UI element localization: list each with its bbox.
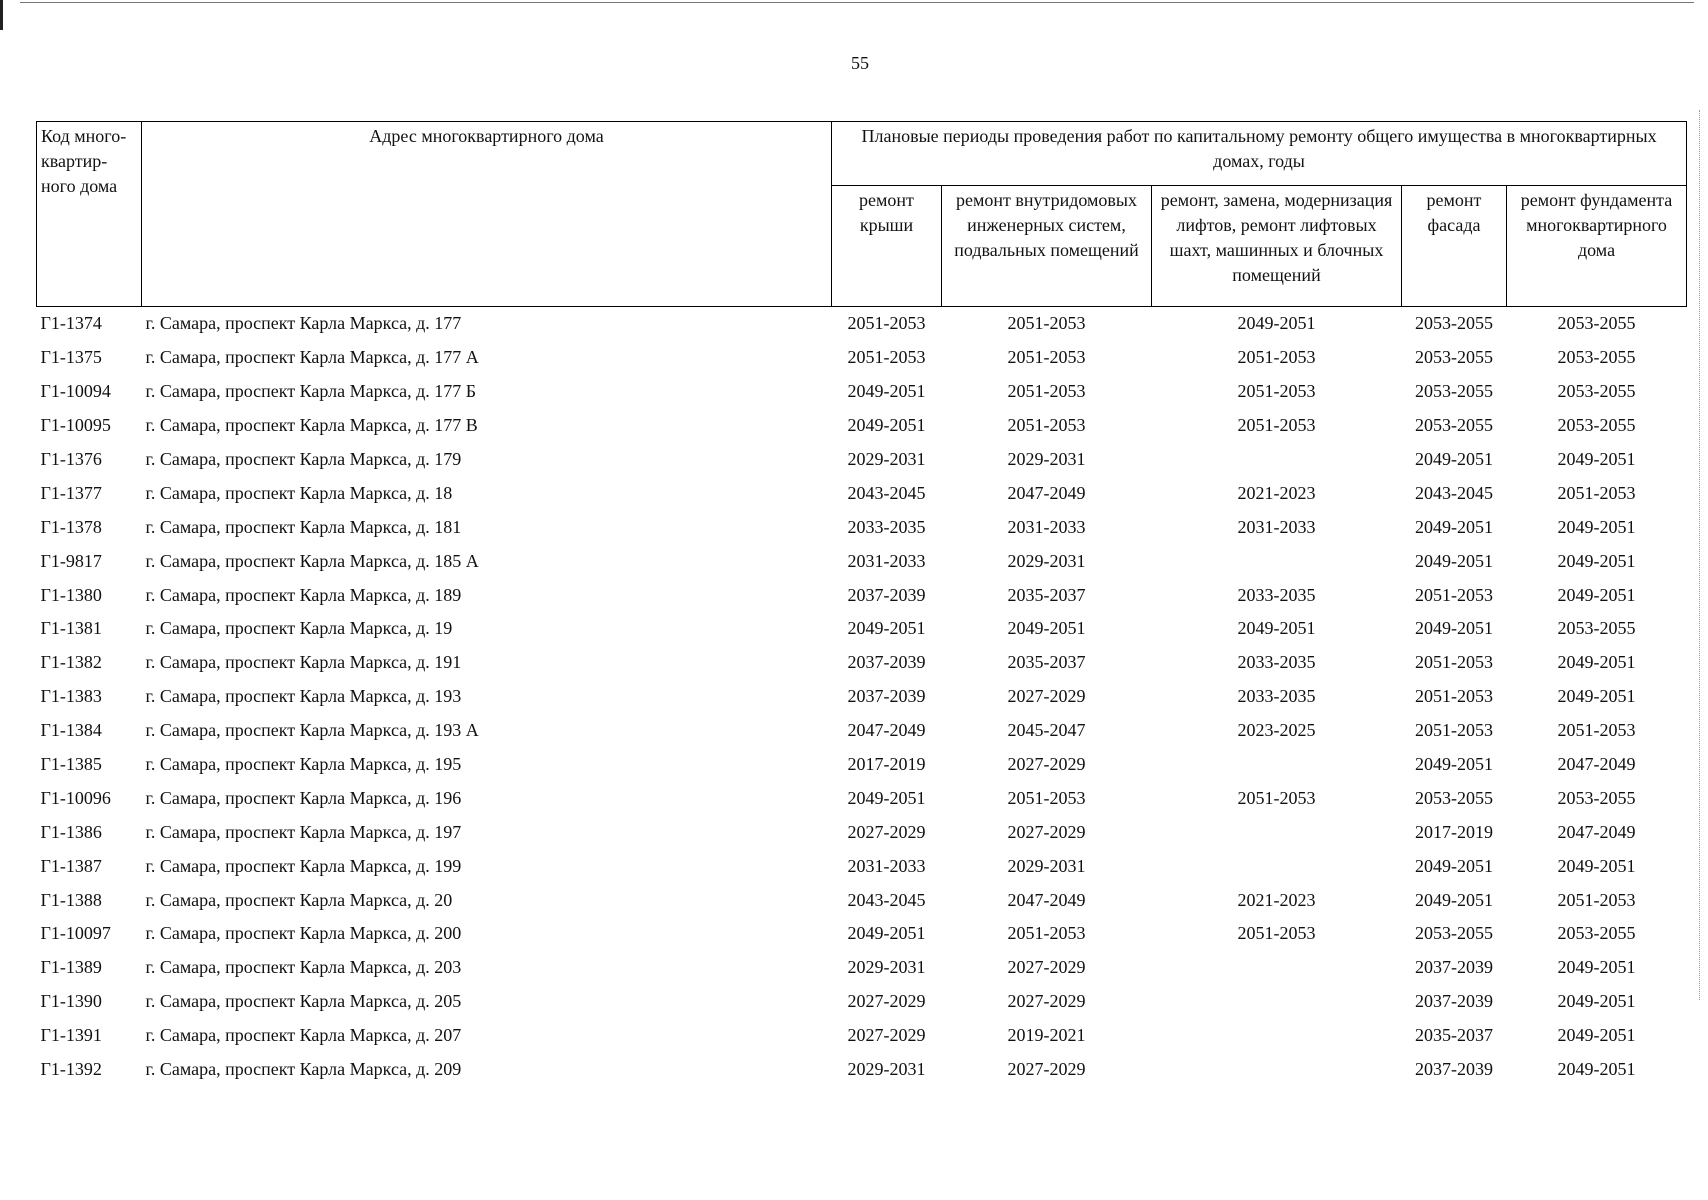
cell-foundation: 2053-2055 [1557,923,1636,944]
cell-facade: 2049-2051 [1415,855,1493,876]
cell-foundation: 2049-2051 [1557,550,1636,571]
cell-lifts [1152,1019,1402,1053]
cell-lifts: 2021-2023 [1237,889,1316,910]
cell-address: г. Самара, проспект Карла Маркса, д. 177 [145,313,462,334]
cell-roof: 2027-2029 [847,1025,926,1046]
cell-lifts: 2049-2051 [1237,618,1316,639]
scan-edge-mark [0,0,3,30]
cell-lifts [1152,815,1402,849]
cell-address: г. Самара, проспект Карла Маркса, д. 19 [145,618,453,639]
cell-facade: 2037-2039 [1415,957,1493,978]
cell-code: Г1-1389 [40,957,102,978]
cell-facade: 2051-2053 [1415,686,1493,707]
cell-lifts: 2033-2035 [1237,584,1316,605]
cell-facade: 2053-2055 [1415,415,1493,436]
cell-engineering: 2051-2053 [1007,313,1086,334]
cell-foundation: 2049-2051 [1557,1059,1636,1080]
table-row [37,476,1687,510]
cell-facade: 2053-2055 [1415,787,1493,808]
cell-roof: 2049-2051 [847,381,926,402]
table-row [37,646,1687,680]
header-address: Адрес многоквартирного дома [142,122,832,307]
table-body [37,307,1687,1087]
scan-right-edge [1699,110,1700,1000]
cell-address: г. Самара, проспект Карла Маркса, д. 193 А [145,720,479,741]
cell-engineering: 2027-2029 [1007,686,1086,707]
cell-address: г. Самара, проспект Карла Маркса, д. 200 [145,923,462,944]
cell-lifts: 2031-2033 [1237,516,1316,537]
scan-top-border [20,2,1694,3]
cell-foundation: 2049-2051 [1557,855,1636,876]
header-lifts: ремонт, замена, модернизация лифтов, ремонт лифтовых шахт, машинных и блочных помещений [1152,185,1402,306]
table-row [37,510,1687,544]
cell-roof: 2029-2031 [847,449,926,469]
cell-engineering: 2051-2053 [1007,381,1086,402]
cell-code: Г1-1388 [40,889,102,910]
table-row [37,1019,1687,1053]
header-row-1 [37,122,1687,186]
cell-code: Г1-1382 [40,652,102,673]
cell-roof: 2029-2031 [847,957,926,978]
cell-engineering: 2047-2049 [1007,889,1086,910]
cell-foundation: 2051-2053 [1557,889,1636,910]
table-row [37,849,1687,883]
cell-lifts: 2051-2053 [1237,381,1316,402]
cell-roof: 2031-2033 [847,855,926,876]
cell-address: г. Самара, проспект Карла Маркса, д. 20 [145,889,453,910]
cell-foundation: 2049-2051 [1557,584,1636,605]
header-periods: Плановые периоды проведения работ по капитальному ремонту общего имущества в многоквартирных домах, годы [832,122,1687,186]
table-row [37,375,1687,409]
cell-roof: 2031-2033 [847,550,926,571]
cell-engineering: 2027-2029 [1007,821,1086,842]
cell-address: г. Самара, проспект Карла Маркса, д. 177 В [145,415,478,436]
cell-address: г. Самара, проспект Карла Маркса, д. 179 [145,449,462,469]
cell-lifts: 2051-2053 [1237,347,1316,368]
cell-roof: 2029-2031 [847,1059,926,1080]
table-row [37,578,1687,612]
cell-facade: 2053-2055 [1415,313,1493,334]
cell-engineering: 2051-2053 [1007,923,1086,944]
cell-foundation: 2049-2051 [1557,1025,1636,1046]
cell-engineering: 2027-2029 [1007,991,1086,1012]
header-facade: ремонт фасада [1402,185,1507,306]
cell-address: г. Самара, проспект Карла Маркса, д. 196 [145,787,462,808]
cell-facade: 2053-2055 [1415,923,1493,944]
page-number: 55 [851,53,869,73]
cell-foundation: 2049-2051 [1557,991,1636,1012]
table-row [37,917,1687,951]
cell-code: Г1-9817 [40,550,102,571]
cell-foundation: 2051-2053 [1557,482,1636,503]
cell-address: г. Самара, проспект Карла Маркса, д. 207 [145,1025,462,1046]
cell-roof: 2049-2051 [847,618,926,639]
cell-engineering: 2031-2033 [1007,516,1086,537]
cell-foundation: 2049-2051 [1557,957,1636,978]
table-row [37,680,1687,714]
cell-foundation: 2051-2053 [1557,720,1636,741]
cell-engineering: 2027-2029 [1007,1059,1086,1080]
cell-address: г. Самара, проспект Карла Маркса, д. 18 [145,482,453,503]
cell-code: Г1-1385 [40,754,102,775]
cell-facade: 2049-2051 [1415,516,1493,537]
cell-facade: 2051-2053 [1415,720,1493,741]
cell-facade: 2051-2053 [1415,652,1493,673]
cell-lifts [1152,1053,1402,1087]
header-code: Код много-квартир-ного дома [37,122,142,307]
cell-code: Г1-1392 [40,1059,102,1080]
cell-engineering: 2027-2029 [1007,754,1086,775]
cell-lifts: 2021-2023 [1237,482,1316,503]
cell-roof: 2051-2053 [847,313,926,334]
cell-foundation: 2053-2055 [1557,415,1636,436]
cell-facade: 2049-2051 [1415,754,1493,775]
cell-engineering: 2045-2047 [1007,720,1086,741]
cell-facade: 2035-2037 [1415,1025,1493,1046]
cell-address: г. Самара, проспект Карла Маркса, д. 197 [145,821,462,842]
cell-engineering: 2029-2031 [1007,855,1086,876]
cell-code: Г1-10097 [40,923,111,944]
cell-lifts [1152,951,1402,985]
table-row [37,612,1687,646]
cell-foundation: 2053-2055 [1557,381,1636,402]
cell-roof: 2037-2039 [847,584,926,605]
table-row [37,883,1687,917]
cell-code: Г1-1374 [40,313,102,334]
cell-engineering: 2029-2031 [1007,449,1086,469]
cell-address: г. Самара, проспект Карла Маркса, д. 191 [145,652,462,673]
cell-engineering: 2051-2053 [1007,787,1086,808]
cell-address: г. Самара, проспект Карла Маркса, д. 203 [145,957,462,978]
cell-lifts: 2049-2051 [1237,313,1316,334]
cell-code: Г1-10096 [40,787,111,808]
cell-engineering: 2035-2037 [1007,584,1086,605]
table-row [37,815,1687,849]
cell-foundation: 2049-2051 [1557,449,1636,469]
cell-code: Г1-1377 [40,482,102,503]
cell-facade: 2049-2051 [1415,550,1493,571]
cell-lifts [1152,544,1402,578]
table-row [37,1053,1687,1087]
cell-facade: 2053-2055 [1415,347,1493,368]
cell-facade: 2049-2051 [1415,618,1493,639]
cell-code: Г1-1383 [40,686,102,707]
cell-code: Г1-1386 [40,821,102,842]
table-row [37,544,1687,578]
cell-roof: 2043-2045 [847,889,926,910]
cell-facade: 2037-2039 [1415,1059,1493,1080]
cell-engineering: 2019-2021 [1007,1025,1086,1046]
cell-lifts: 2051-2053 [1237,415,1316,436]
cell-engineering: 2029-2031 [1007,550,1086,571]
cell-lifts [1152,849,1402,883]
cell-code: Г1-10094 [40,381,111,402]
cell-roof: 2049-2051 [847,787,926,808]
cell-engineering: 2047-2049 [1007,482,1086,503]
cell-foundation: 2053-2055 [1557,347,1636,368]
table-row [37,341,1687,375]
cell-facade: 2051-2053 [1415,584,1493,605]
cell-foundation: 2053-2055 [1557,787,1636,808]
capital-repair-schedule-table [36,121,1687,1086]
table-row [37,985,1687,1019]
cell-facade: 2049-2051 [1415,889,1493,910]
cell-roof: 2033-2035 [847,516,926,537]
cell-address: г. Самара, проспект Карла Маркса, д. 177 А [145,347,479,368]
table-row [37,409,1687,443]
cell-code: Г1-1390 [40,991,102,1012]
cell-roof: 2037-2039 [847,686,926,707]
cell-facade: 2043-2045 [1415,482,1493,503]
cell-engineering: 2035-2037 [1007,652,1086,673]
cell-facade: 2053-2055 [1415,381,1493,402]
cell-code: Г1-1376 [40,449,102,469]
cell-facade: 2049-2051 [1415,449,1493,469]
cell-address: г. Самара, проспект Карла Маркса, д. 181 [145,516,462,537]
cell-address: г. Самара, проспект Карла Маркса, д. 209 [145,1059,462,1080]
cell-code: Г1-10095 [40,415,111,436]
cell-address: г. Самара, проспект Карла Маркса, д. 193 [145,686,462,707]
cell-lifts [1152,748,1402,782]
cell-foundation: 2049-2051 [1557,652,1636,673]
cell-lifts: 2051-2053 [1237,923,1316,944]
cell-code: Г1-1381 [40,618,102,639]
table-row [37,443,1687,477]
cell-facade: 2017-2019 [1415,821,1493,842]
cell-engineering: 2027-2029 [1007,957,1086,978]
cell-lifts: 2051-2053 [1237,787,1316,808]
cell-foundation: 2047-2049 [1557,821,1636,842]
cell-roof: 2051-2053 [847,347,926,368]
cell-address: г. Самара, проспект Карла Маркса, д. 195 [145,754,462,775]
cell-roof: 2027-2029 [847,821,926,842]
table-row [37,748,1687,782]
cell-roof: 2037-2039 [847,652,926,673]
cell-address: г. Самара, проспект Карла Маркса, д. 185 А [145,550,479,571]
cell-code: Г1-1378 [40,516,102,537]
cell-foundation: 2053-2055 [1557,618,1636,639]
header-roof: ремонт крыши [832,185,942,306]
cell-code: Г1-1387 [40,855,102,876]
cell-address: г. Самара, проспект Карла Маркса, д. 205 [145,991,462,1012]
cell-foundation: 2049-2051 [1557,686,1636,707]
cell-code: Г1-1375 [40,347,102,368]
table-row [37,951,1687,985]
cell-code: Г1-1384 [40,720,102,741]
cell-lifts: 2023-2025 [1237,720,1316,741]
cell-facade: 2037-2039 [1415,991,1493,1012]
cell-code: Г1-1391 [40,1025,102,1046]
cell-roof: 2017-2019 [847,754,926,775]
cell-engineering: 2049-2051 [1007,618,1086,639]
cell-address: г. Самара, проспект Карла Маркса, д. 189 [145,584,462,605]
cell-address: г. Самара, проспект Карла Маркса, д. 199 [145,855,462,876]
cell-lifts [1152,985,1402,1019]
cell-roof: 2043-2045 [847,482,926,503]
cell-foundation: 2053-2055 [1557,313,1636,334]
table-row [37,307,1687,341]
cell-code: Г1-1380 [40,584,102,605]
table-row [37,781,1687,815]
header-engineering: ремонт внутридомовых инженерных систем, подвальных помещений [942,185,1152,306]
cell-engineering: 2051-2053 [1007,415,1086,436]
table-row [37,714,1687,748]
cell-foundation: 2047-2049 [1557,754,1636,775]
cell-engineering: 2051-2053 [1007,347,1086,368]
cell-roof: 2049-2051 [847,415,926,436]
cell-roof: 2027-2029 [847,991,926,1012]
header-foundation: ремонт фундамента многоквартирного дома [1507,185,1687,306]
cell-address: г. Самара, проспект Карла Маркса, д. 177 Б [145,381,477,402]
cell-lifts: 2033-2035 [1237,686,1316,707]
cell-roof: 2049-2051 [847,923,926,944]
cell-foundation: 2049-2051 [1557,516,1636,537]
cell-lifts: 2033-2035 [1237,652,1316,673]
cell-lifts [1152,443,1402,477]
cell-roof: 2047-2049 [847,720,926,741]
